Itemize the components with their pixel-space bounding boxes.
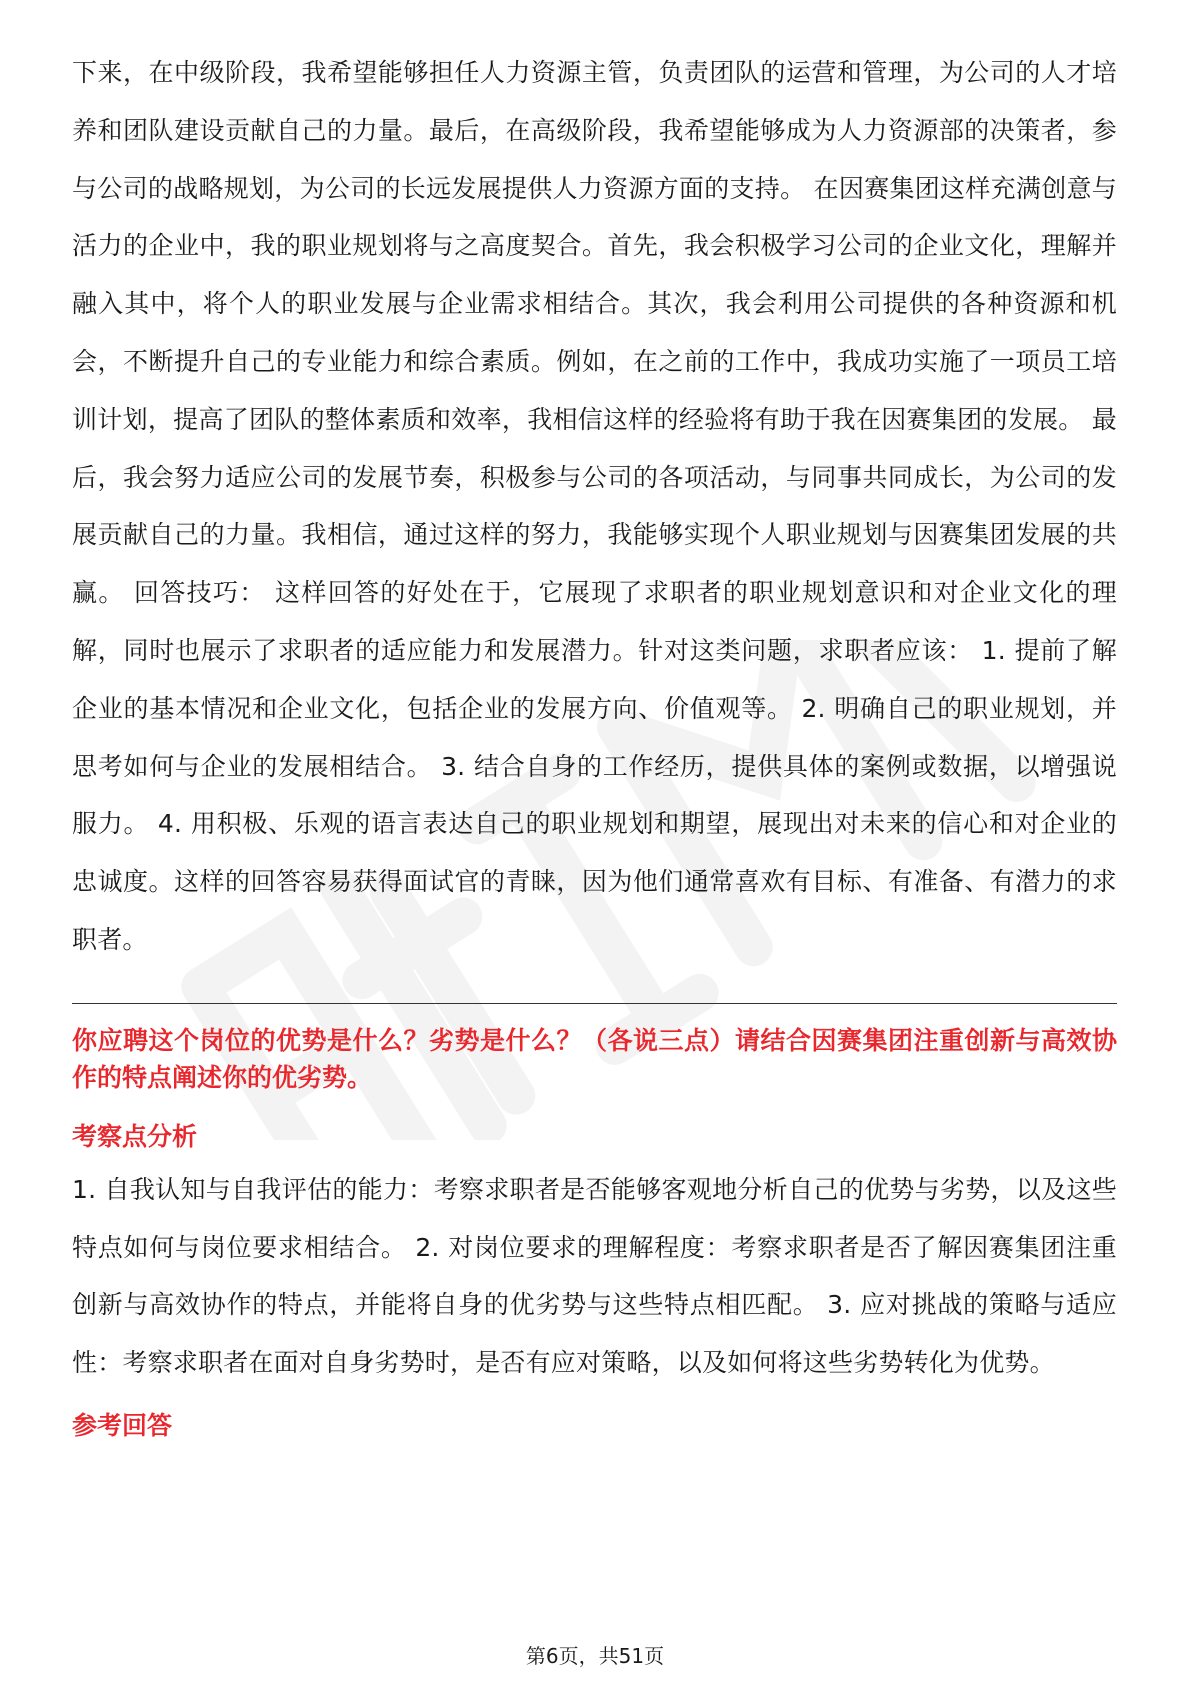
continuation-paragraph: 下来，在中级阶段，我希望能够担任人力资源主管，负责团队的运营和管理，为公司的人才培养和团队建设贡献自己的力量。最后，在高级阶段，我希望能够成为人力资源部的决策者，参与公司的战略规划，为公司的长远发展提供人力资源方面的支持。 在因赛集团这样充满创意与活力的企业中，我的职业规划将与之高度契合。首先，我会积极学习公司的企业文化，理解并融入其中，将个人的职业发展与企业需求相结合。其次，我会利用公司提供的各种资源和机会，不断提升自己的专业能力和综合素质。例如，在之前的工作中，我成功实施了一项员工培训计划，提高了团队的整体素质和效率，我相信这样的经验将有助于我在因赛集团的发展。 最后，我会努力适应公司的发展节奏，积极参与公司的各项活动，与同事共同成长，为公司的发展贡献自己的力量。我相信，通过这样的努力，我能够实现个人职业规划与因赛集团发展的共赢。 回答技巧： 这样回答的好处在于，它展现了求职者的职业规划意识和对企业文化的理解，同时也展示了求职者的适应能力和发展潜力。针对这类问题，求职者应该： 1. 提前了解企业的基本情况和企业文化，包括企业的发展方向、价值观等。 2. 明确自己的职业规划，并思考如何与企业的发展相结合。 3. 结合自身的工作经历，提供具体的案例或数据，以增强说服力。 4. 用积极、乐观的语言表达自己的职业规划和期望，展现出对未来的信心和对企业的忠诚度。这样的回答容易获得面试官的青睐，因为他们通常喜欢有目标、有准备、有潜力的求职者。 [72, 58, 1117, 954]
interview-question: 你应聘这个岗位的优势是什么？劣势是什么？（各说三点）请结合因赛集团注重创新与高效协作的特点阐述你的优劣势。 [72, 1025, 1117, 1092]
analysis-paragraph: 1. 自我认知与自我评估的能力：考察求职者是否能够客观地分析自己的优势与劣势，以及这些特点如何与岗位要求相结合。 2. 对岗位要求的理解程度：考察求职者是否了解因赛集团注重创新与高效协作的特点，并能将自身的优劣势与这些特点相匹配。 3. 应对挑战的策略与适应性：考察求职者在面对自身劣势时，是否有应对策略，以及如何将这些劣势转化为优势。 [72, 1174, 1117, 1378]
page-number-footer: 第6页，共51页 [525, 1644, 665, 1668]
analysis-heading: 考察点分析 [72, 1121, 198, 1151]
answer-heading: 参考回答 [72, 1410, 173, 1440]
page-content [72, 44, 1117, 1446]
section-divider [72, 1003, 1117, 1004]
